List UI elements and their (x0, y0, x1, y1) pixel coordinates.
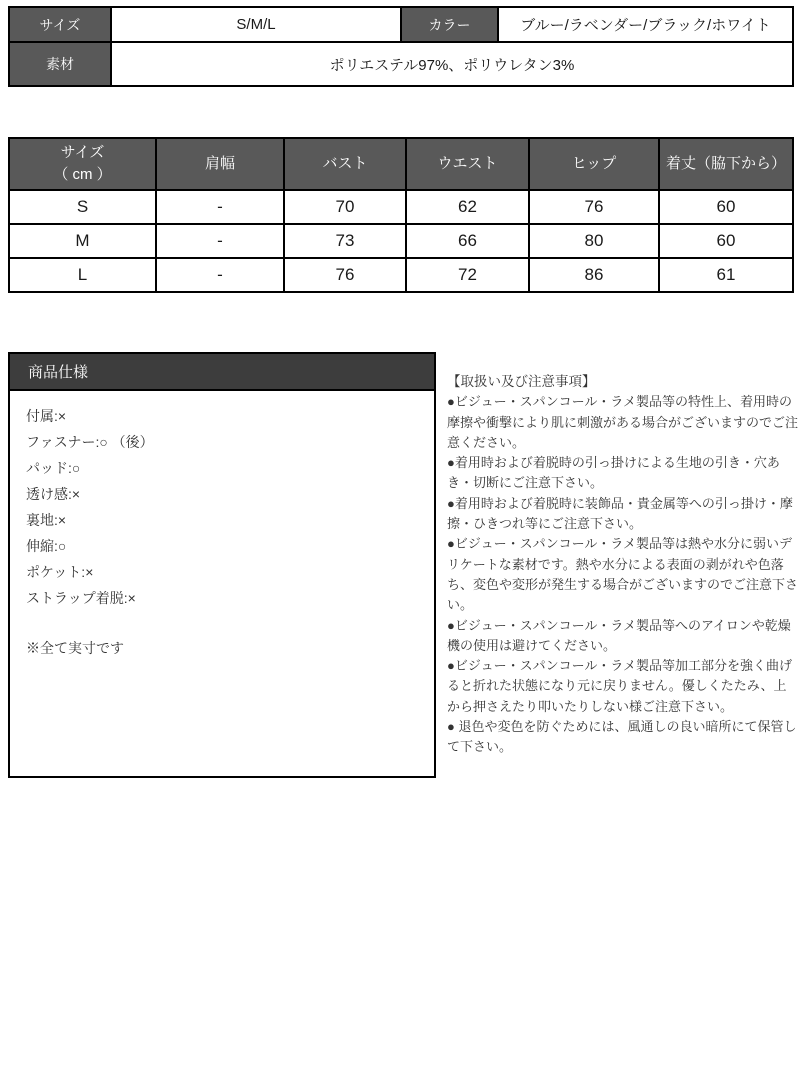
product-attributes-table (8, 6, 794, 87)
header-length: 着丈（脇下から） (659, 138, 793, 190)
measurement-cell: 72 (406, 258, 529, 292)
color-label-cell: カラー (401, 7, 498, 42)
table-row (9, 190, 793, 224)
measurement-cell: 76 (284, 258, 406, 292)
care-note-item: ●ビジュー・スパンコール・ラメ製品等加工部分を強く曲げると折れた状態になり元に戻りません。優しくたたみ、上から押さえたり叩いたりしない様ご注意下さい。 (447, 658, 792, 714)
spec-item-strap: ストラップ着脱:× (26, 590, 136, 606)
measurement-cell: S (9, 190, 156, 224)
measurement-cell: 80 (529, 224, 659, 258)
product-spec-body (10, 391, 434, 673)
care-note-item: ●ビジュー・スパンコール・ラメ製品等へのアイロンや乾燥機の使用は避けてください。 (447, 617, 791, 653)
spec-item-lining: 裏地:× (26, 512, 67, 528)
measurement-cell: 66 (406, 224, 529, 258)
measurement-cell: 86 (529, 258, 659, 292)
measurement-cell: - (156, 224, 284, 258)
spec-item-fastener: ファスナー:○ （後） (26, 434, 154, 450)
table-row (9, 224, 793, 258)
measurement-cell: M (9, 224, 156, 258)
product-spec-panel (8, 352, 436, 778)
header-size-line1: サイズ (60, 144, 105, 161)
measurements-table (8, 137, 794, 293)
table-row (9, 7, 793, 42)
material-value-cell: ポリエステル97%、ポリウレタン3% (111, 42, 793, 86)
spec-item-sheerness: 透け感:× (26, 486, 81, 502)
care-notes-section (447, 372, 799, 758)
care-note-item: ●着用時および着脱時の引っ掛けによる生地の引き・穴あき・切断にご注意下さい。 (447, 455, 780, 491)
measurement-cell: L (9, 258, 156, 292)
color-value-cell: ブルー/ラベンダー/ブラック/ホワイト (498, 7, 793, 42)
measurement-cell: 60 (659, 190, 793, 224)
header-bust: バスト (284, 138, 406, 190)
table-row (9, 42, 793, 86)
care-note-item: ●着用時および着脱時に装飾品・貴金属等への引っ掛け・摩擦・ひきつれ等にご注意下さい。 (447, 495, 793, 532)
header-size-cm (9, 138, 156, 190)
table-header-row (9, 138, 793, 190)
table-row (9, 258, 793, 292)
size-value-cell: S/M/L (111, 7, 401, 42)
measurement-cell: 73 (284, 224, 406, 258)
care-note-item: ●ビジュー・スパンコール・ラメ製品等の特性上、着用時の摩擦や衝撃により肌に刺激がある場合がございますのでご注意ください。 (447, 394, 799, 450)
header-shoulder: 肩幅 (156, 138, 284, 190)
care-note-item: ● 退色や変色を防ぐためには、風通しの良い暗所にて保管して下さい。 (447, 719, 797, 755)
spec-note: ※全て実寸です (26, 640, 124, 656)
spec-item-stretch: 伸縮:○ (26, 538, 67, 554)
spec-item-accessories: 付属:× (26, 408, 67, 424)
header-hip: ヒップ (529, 138, 659, 190)
measurement-cell: 76 (529, 190, 659, 224)
product-spec-title: 商品仕様 (10, 354, 434, 391)
size-label-cell: サイズ (9, 7, 111, 42)
measurement-cell: 61 (659, 258, 793, 292)
measurement-cell: - (156, 258, 284, 292)
measurement-cell: 62 (406, 190, 529, 224)
material-label-cell: 素材 (9, 42, 111, 86)
measurement-cell: - (156, 190, 284, 224)
measurement-cell: 70 (284, 190, 406, 224)
spec-item-pad: パッド:○ (26, 460, 81, 476)
care-note-item: ●ビジュー・スパンコール・ラメ製品等は熱や水分に弱いデリケートな素材です。熱や水分による表面の剥がれや色落ち、変色や変形が発生する場合がございますのでご注意下さい。 (447, 536, 799, 613)
measurement-cell: 60 (659, 224, 793, 258)
spec-item-pocket: ポケット:× (26, 564, 94, 580)
header-waist: ウエスト (406, 138, 529, 190)
care-notes-title: 【取扱い及び注意事項】 (447, 374, 596, 389)
header-size-line2: （ cm ） (53, 166, 112, 183)
